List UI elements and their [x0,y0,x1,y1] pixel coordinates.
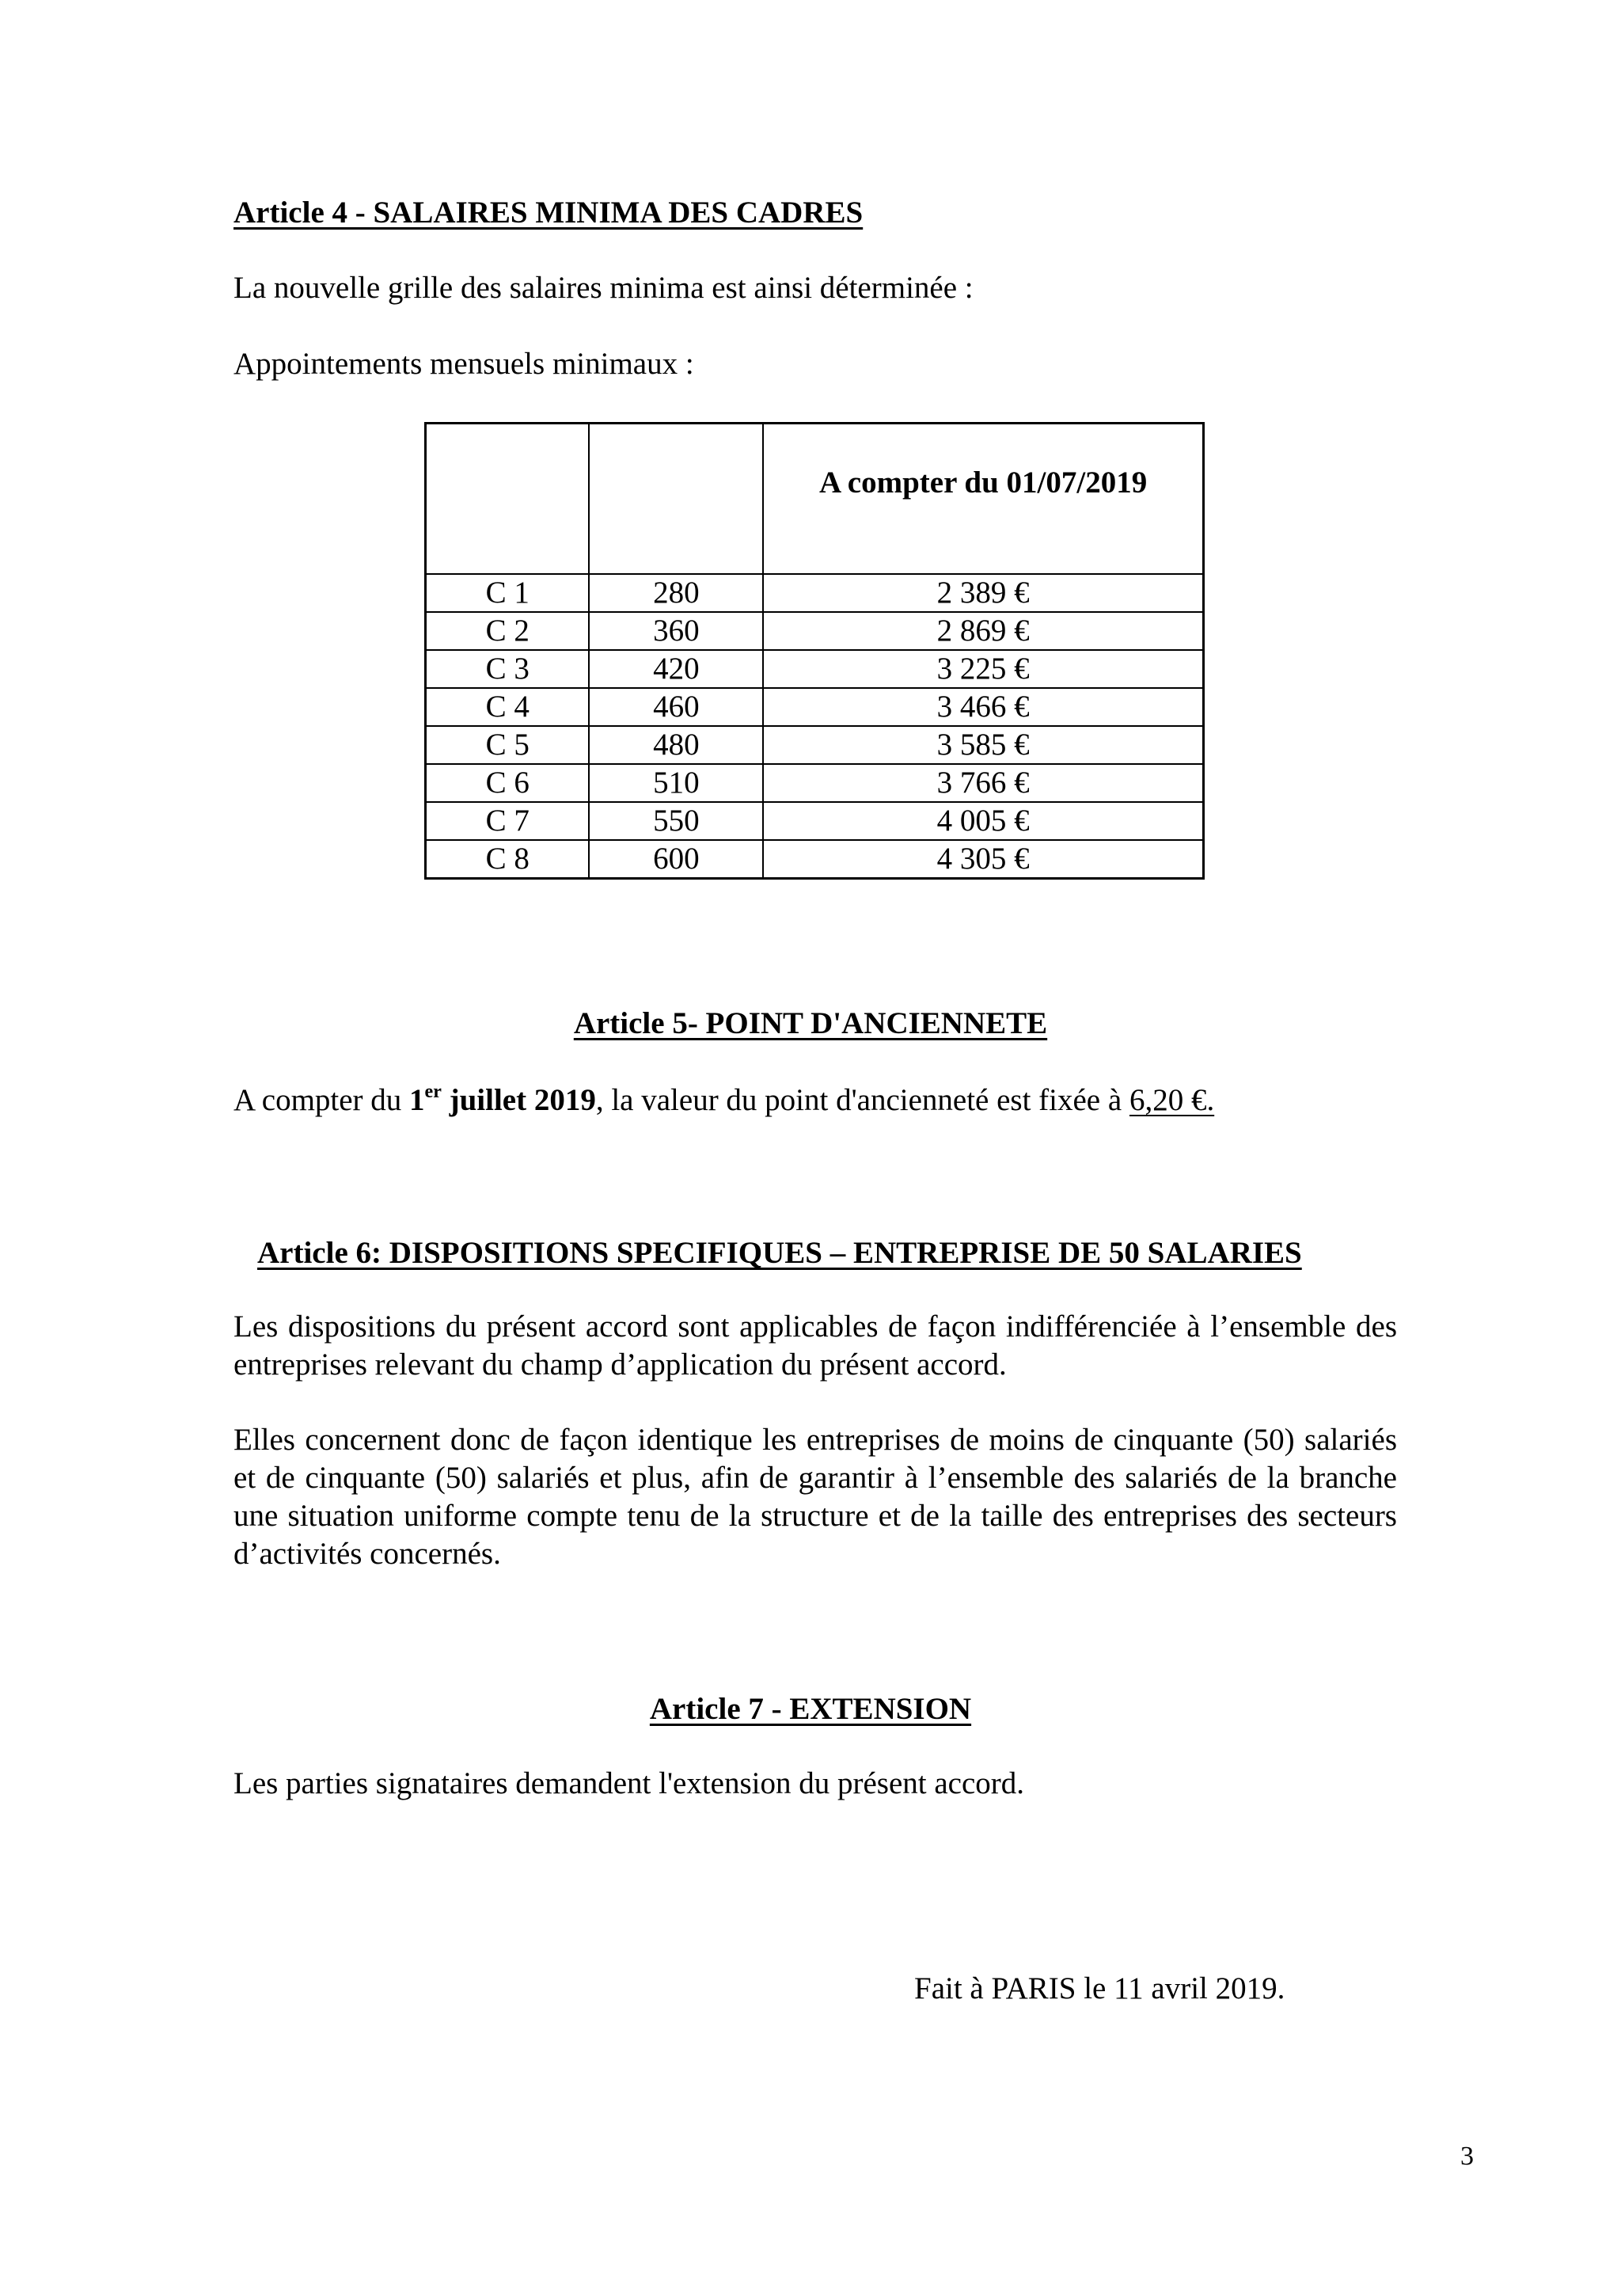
cell-category: C 2 [426,612,590,650]
table-row [426,650,1204,688]
cell-category: C 1 [426,574,590,612]
cell-salary: 2 869 € [763,612,1203,650]
article-6-paragraph-1-text: Les dispositions du présent accord sont applicables de façon indifférenciée à l’ensemble des entreprises relevant du champ d’application du présent accord. [233,1310,1397,1382]
article-4-intro: La nouvelle grille des salaires minima est ainsi déterminée : [233,271,974,305]
article-5-date-day: 1 [409,1083,425,1117]
cell-salary: 3 766 € [763,764,1203,802]
table-row [426,764,1204,802]
cell-coefficient: 510 [589,764,763,802]
table-row [426,726,1204,764]
table-row [426,612,1204,650]
cell-salary: 3 585 € [763,726,1203,764]
table-row [426,840,1204,879]
cell-coefficient: 480 [589,726,763,764]
cell-coefficient: 460 [589,688,763,726]
article-5-date-sup: er [424,1081,442,1102]
cell-coefficient: 550 [589,802,763,840]
table-row [426,688,1204,726]
closing-signature-line: Fait à PARIS le 11 avril 2019. [914,1971,1285,2005]
cell-salary: 4 005 € [763,802,1203,840]
cell-coefficient: 280 [589,574,763,612]
article-7-text: Les parties signataires demandent l'extension du présent accord. [233,1766,1025,1800]
article-6-paragraph-1 [233,1308,1397,1384]
article-5-text [233,1081,1214,1119]
cell-salary: 2 389 € [763,574,1203,612]
cell-category: C 6 [426,764,590,802]
article-6-title: Article 6: DISPOSITIONS SPECIFIQUES – ENTREPRISE DE 50 SALARIES [257,1236,1302,1270]
page-number: 3 [1460,2142,1474,2171]
cell-category: C 3 [426,650,590,688]
header-cell-date: A compter du 01/07/2019 [763,424,1203,575]
cell-category: C 4 [426,688,590,726]
cell-category: C 7 [426,802,590,840]
article-5-middle: , la valeur du point d'ancienneté est fixée à [595,1083,1129,1117]
cell-salary: 4 305 € [763,840,1203,879]
article-7-title: Article 7 - EXTENSION [649,1692,972,1726]
cell-coefficient: 360 [589,612,763,650]
article-4-subtitle: Appointements mensuels minimaux : [233,347,694,381]
cell-category: C 5 [426,726,590,764]
article-5-lead: A compter du [233,1083,410,1117]
header-cell-category [426,424,590,575]
cell-coefficient: 420 [589,650,763,688]
article-5-title: Article 5- POINT D'ANCIENNETE [573,1006,1048,1040]
cell-coefficient: 600 [589,840,763,879]
cell-category: C 8 [426,840,590,879]
header-cell-coefficient [589,424,763,575]
salary-grid-table [424,422,1205,880]
article-6-paragraph-2 [233,1421,1397,1573]
article-5-date-rest: juillet 2019 [441,1083,596,1117]
table-header-row [426,424,1204,575]
article-4-title: Article 4 - SALAIRES MINIMA DES CADRES [233,196,864,230]
table-row [426,574,1204,612]
table-row [426,802,1204,840]
article-6-paragraph-2-text: Elles concernent donc de façon identique les entreprises de moins de cinquante (50) salariés et de cinquante (50) salariés et plus, afin de garantir à l’ensemble des salariés de la branche une situation uniforme compte tenu de la structure et de la taille des entreprises des secteurs d’activités concernés. [233,1423,1397,1571]
article-5-value: 6,20 €. [1129,1083,1215,1117]
cell-salary: 3 466 € [763,688,1203,726]
cell-salary: 3 225 € [763,650,1203,688]
